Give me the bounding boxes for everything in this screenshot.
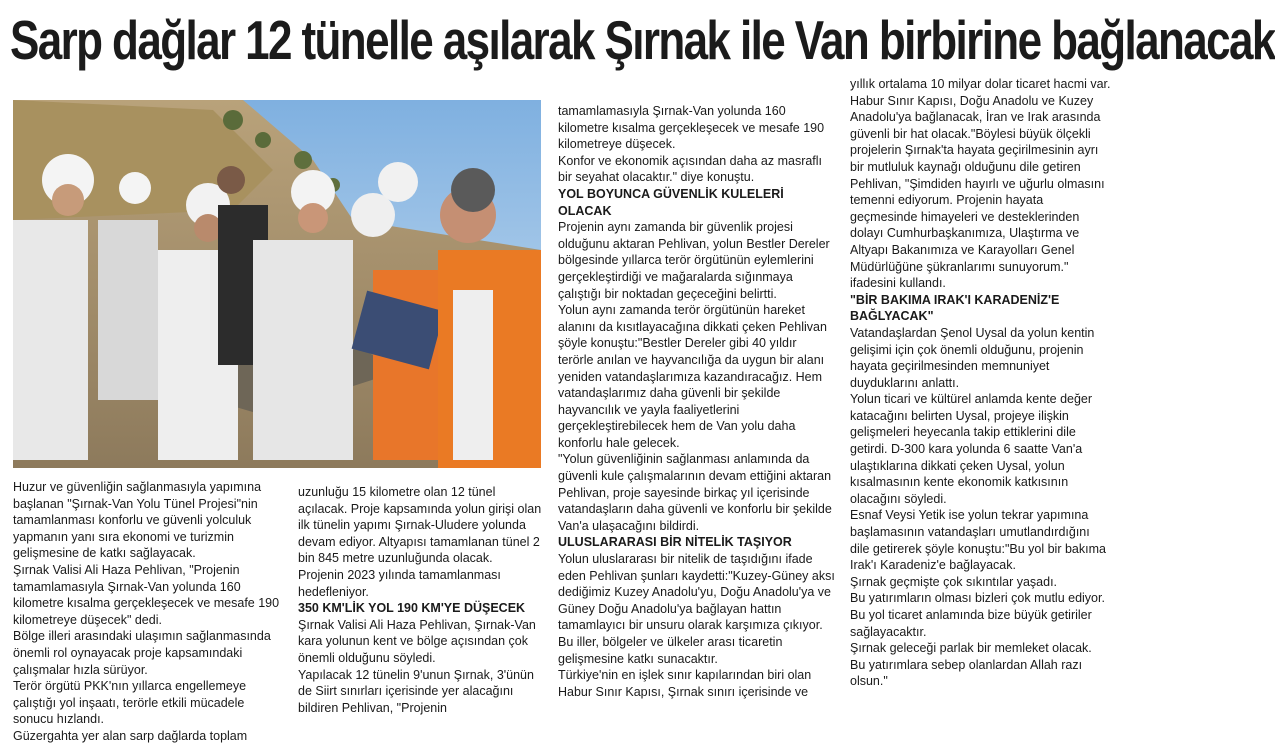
paragraph: "Yolun güvenliğinin sağlanması anlamında da güvenli kule çalışmalarının devam ettiğini aktaran Pehlivan, proje sayesinde birkaç yıl içerisinde vatandaşların daha güvenli ve konforlu bir şekilde Van'a ulaşacağını bildirdi. (558, 452, 832, 533)
subheading: "BİR BAKIMA IRAK'I KARADENİZ'E BAĞLYACAK" (850, 292, 1060, 324)
news-photo (13, 100, 541, 468)
paragraph: Güzergahta yer alan sarp dağlarda toplam (13, 728, 248, 743)
paragraph: Yolun uluslararası bir nitelik de taşıdığını ifade eden Pehlivan şunları kaydetti:"Kuzey-Güney aksı dediğimiz Kuzey Anadolu'yu, Doğu Anadolu'ya ve Güney Doğu Anadolu'ya bağlayan hattın tamamlayıcı bir unsuru olarak karşımıza çıkıyor. (558, 552, 835, 633)
paragraph: Şırnak geleceği parlak bir memleket olacak. (850, 641, 1092, 656)
article-column-4 (850, 76, 1112, 690)
paragraph: Yapılacak 12 tünelin 9'unun Şırnak, 3'ünün de Siirt sınırları içerisinde yer alacağını bildiren Pehlivan, "Projenin (298, 667, 534, 715)
paragraph: Terör örgütü PKK'nın yıllarca engellemeye çalıştığı yol inşaatı, terörle etkili mücadele sonucu hızlandı. (13, 679, 247, 727)
subheading: YOL BOYUNCA GÜVENLİK KULELERİ OLACAK (558, 186, 784, 218)
article-column-2 (298, 484, 543, 716)
paragraph: Vatandaşlardan Şenol Uysal da yolun kentin gelişimi için çok önemli olduğunu, projenin hayata geçirilmesinden memnuniyet duyduklarını anlattı. (850, 325, 1095, 390)
paragraph: Yolun aynı zamanda terör örgütünün hareket alanını da kısıtlayacağına dikkati çeken Pehlivan şöyle konuştu:"Bestler Dereler gibi 40 yıldır terörle anılan ve hayvancılığa da uygun bir alanı yeniden vatandaşlarımıza kazandıracağız. Hem vatandaşlarımız daha güvenli bir şekilde hayvancılık ve yayla faaliyetlerini gerçekleştirebilecek hem de Van yolu daha konforlu hale gelecek. (558, 303, 827, 450)
paragraph: Türkiye'nin en işlek sınır kapılarından biri olan Habur Sınır Kapısı, Şırnak sınırı içerisinde ve (558, 668, 812, 699)
subheading: ULUSLARARASI BİR NİTELİK TAŞIYOR (558, 535, 792, 550)
paragraph: Şırnak geçmişte çok sıkıntılar yaşadı. (850, 574, 1058, 589)
paragraph: Esnaf Veysi Yetik ise yolun tekrar yapımına başlamasının vatandaşları umutlandırdığını dile getirerek şöyle konuştu:"Bu yol bir bakıma Irak'ı Karadeniz'e bağlayacak. (850, 508, 1106, 573)
article-column-1 (13, 479, 283, 745)
construction-site-photo-icon (13, 100, 541, 468)
headline: Sarp dağlar 12 tünelle aşılarak Şırnak ile Van birbirine bağlanacak (10, 9, 1275, 71)
paragraph: Bu yatırımların olması bizleri çok mutlu ediyor. (850, 591, 1105, 606)
paragraph: Bölge illeri arasındaki ulaşımın sağlanmasında önemli rol oynayacak proje kapsamındaki çalışmalar hızla sürüyor. (13, 629, 271, 677)
paragraph: uzunluğu 15 kilometre olan 12 tünel açılacak. Proje kapsamında yolun girişi olan ilk tünelin yapımı Şırnak-Uludere yolunda devam ediyor. Altyapısı tamamlanan tünel 2 bin 845 metre uzunluğunda olacak. (298, 485, 542, 566)
paragraph: Şırnak Valisi Ali Haza Pehlivan, Şırnak-Van kara yolunun kent ve bölge açısından çok önemli olduğunu söyledi. (298, 617, 536, 665)
paragraph: Şırnak Valisi Ali Haza Pehlivan, "Projenin tamamlamasıyla Şırnak-Van yolunda 160 kilometre kısalma gerçekleşecek ve mesafe 190 kilometreye düşecek" dedi. (13, 562, 280, 627)
article-column-3 (558, 103, 835, 700)
paragraph: Bu yatırımlara sebep olanlardan Allah razı olsun." (850, 657, 1083, 689)
paragraph: Projenin 2023 yılında tamamlanması hedefleniyor. (298, 567, 501, 599)
subheading: 350 KM'LİK YOL 190 KM'YE DÜŞECEK (298, 601, 526, 616)
paragraph: Yolun ticari ve kültürel anlamda kente değer katacağını belirten Uysal, projeye ilişkin gelişmeleri heyecanla takip ettiklerini dile getirdi. D-300 kara yolunda 6 saatte Van'a ulaştıklarına dikkati çeken Uysal, yolun kısalmasının kente ekonomik katkısının olacağını söyledi. (850, 392, 1093, 506)
paragraph: Konfor ve ekonomik açısından daha az masraflı bir seyahat olacaktır." diye konuştu. (558, 153, 823, 185)
paragraph: Huzur ve güvenliğin sağlanmasıyla yapımına başlanan "Şırnak-Van Yolu Tünel Projesi"nin tamamlanması konforlu ve güvenli yolculuk yapmanın yanı sıra ekonomi ve turizmin gelişmesine de katkı sağlayacak. (13, 480, 262, 561)
paragraph: Projenin aynı zamanda bir güvenlik projesi olduğunu aktaran Pehlivan, yolun Bestler Dereler bölgesinde yıllarca terör örgütünün eylemlerini gerçekleştirdiği ve mağaralarda sığınmaya çalıştığı bir noktadan geçeceğini belirtti. (558, 220, 830, 301)
paragraph: tamamlamasıyla Şırnak-Van yolunda 160 kilometre kısalma gerçekleşecek ve mesafe 190 kilometreye düşecek. (558, 104, 825, 152)
paragraph: yıllık ortalama 10 milyar dolar ticaret hacmi var. Habur Sınır Kapısı, Doğu Anadolu ve Kuzey Anadolu'ya bağlanacak, İran ve Irak arasında güvenli bir hat olacak."Böylesi büyük ölçekli projelerin Şırnak'ta hayata geçirilmesinin ayrı bir mutluluk kaynağı olduğunu dile getiren Pehlivan, "Şimdiden hayırlı ve uğurlu olmasını temenni ediyorum. Projenin hayata geçmesinde himayeleri ve desteklerinden dolayı Cumhurbaşkanımıza, Ulaştırma ve Altyapı Bakanımıza ve Karayolları Genel Müdürlüğüne şükranlarımı sunuyorum." ifadesini kullandı. (850, 77, 1111, 291)
paragraph: Bu iller, bölgeler ve ülkeler arası ticaretin gelişmesine katkı sunacaktır. (558, 635, 783, 666)
paragraph: Bu yol ticaret anlamında bize büyük getiriler sağlayacaktır. (850, 608, 1092, 639)
